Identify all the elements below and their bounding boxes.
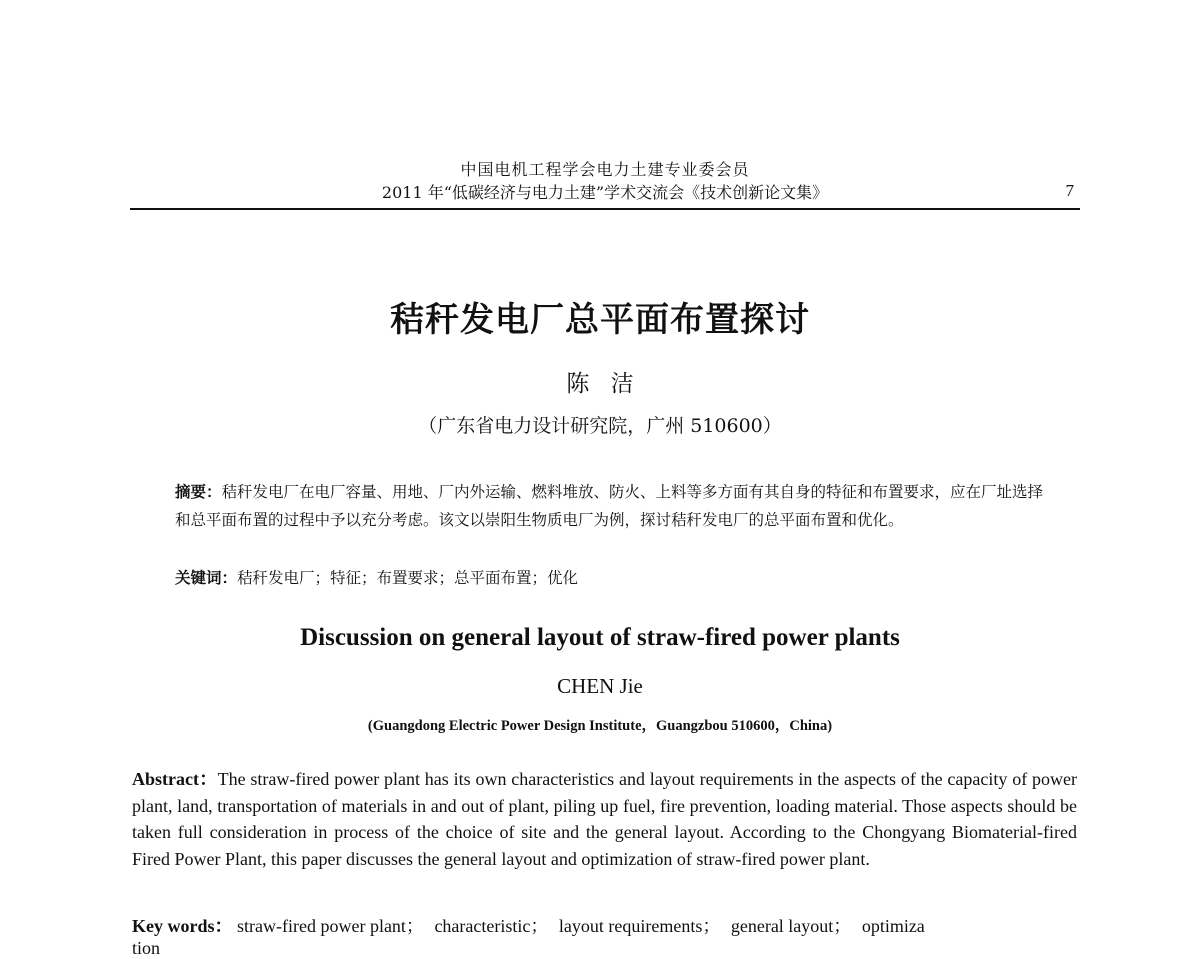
keywords-chinese-label: 关键词： bbox=[175, 569, 238, 587]
abstract-chinese-label: 摘要： bbox=[175, 483, 222, 501]
abstract-chinese-text: 秸秆发电厂在电厂容量、用地、厂内外运输、燃料堆放、防火、上料等多方面有其自身的特征和布置要求，应在厂址选择和总平面布置的过程中予以充分考虑。该文以崇阳生物质电厂为例，探讨秸秆发电厂的总平面布置和优化。 bbox=[175, 483, 1044, 529]
author-english: CHEN Jie bbox=[557, 674, 643, 698]
keyword-item: general layout； bbox=[730, 916, 852, 936]
abstract-chinese bbox=[175, 478, 1045, 534]
abstract-english bbox=[132, 766, 1077, 872]
abstract-english-text: The straw-fired power plant has its own characteristics and layout requirements in the aspects of the capacity of power plant, land, transportation of materials in and out of plant, piling up fuel, fire prevention, loading material. Those aspects should be taken full consideration in process of the choice of site and the general layout. According to the Chongyang Biomaterial-fired Fired Power Plant, this paper discusses the general layout and optimization of straw-fired power plant. bbox=[132, 769, 1077, 869]
affiliation-english: (Guangdong Electric Power Design Institute，Guangzbou 510600，China) bbox=[367, 718, 833, 734]
keyword-item: layout requirements； bbox=[558, 916, 721, 936]
header-society-line: 中国电机工程学会电力土建专业委会员 bbox=[460, 160, 750, 179]
author-chinese: 陈 洁 bbox=[566, 371, 634, 397]
keyword-item: straw-fired power plant； bbox=[237, 916, 424, 936]
keywords-english bbox=[132, 912, 1077, 938]
keywords-chinese bbox=[175, 566, 1045, 588]
keyword-item: optimiza bbox=[861, 916, 925, 936]
page-number: 7 bbox=[1065, 181, 1074, 200]
title-chinese: 秸秆发电厂总平面布置探讨 bbox=[390, 300, 810, 340]
keywords-chinese-text: 秸秆发电厂；特征；布置要求；总平面布置；优化 bbox=[237, 569, 579, 587]
keywords-english-label: Key words： bbox=[132, 916, 233, 936]
title-english: Discussion on general layout of straw-fired power plants bbox=[300, 624, 900, 651]
header-proceedings-line: 2011 年“低碳经济与电力土建”学术交流会《技术创新论文集》 bbox=[381, 183, 829, 202]
keyword-item: characteristic； bbox=[434, 916, 549, 936]
affiliation-chinese: （广东省电力设计研究院，广州 510600） bbox=[418, 415, 782, 437]
keyword-overflow-fragment: tion bbox=[132, 938, 161, 958]
header-rule bbox=[130, 208, 1080, 210]
running-header bbox=[130, 157, 1080, 211]
abstract-english-label: Abstract： bbox=[132, 769, 218, 789]
